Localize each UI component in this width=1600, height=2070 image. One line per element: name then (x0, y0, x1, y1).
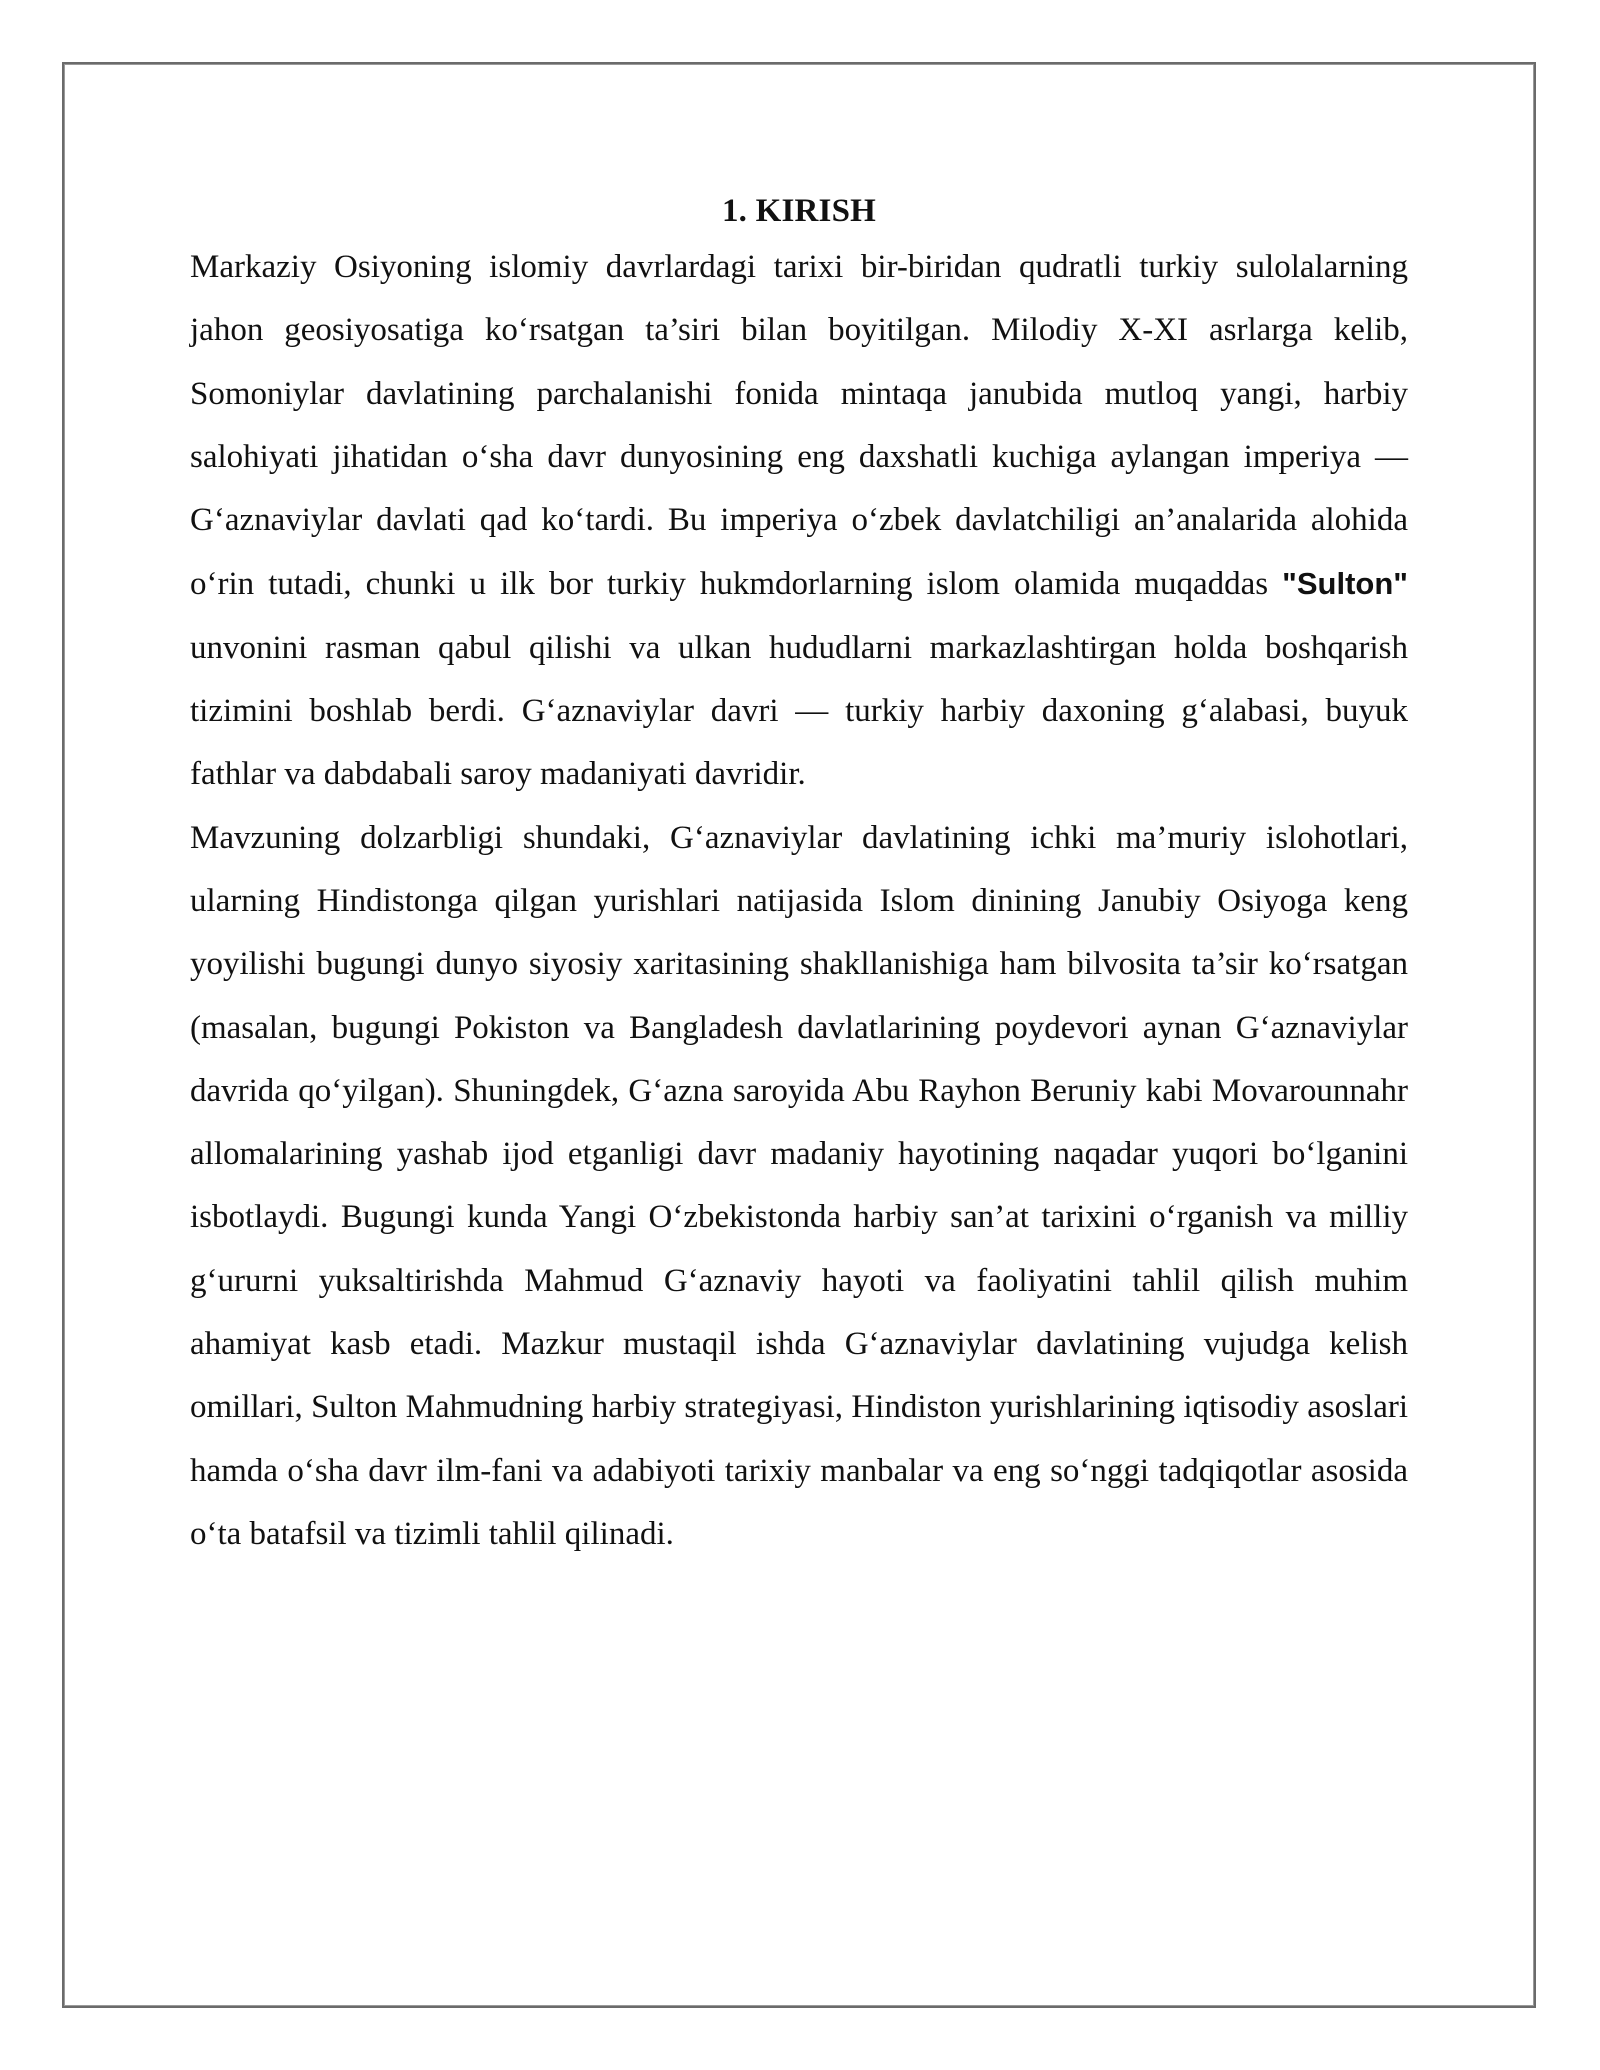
paragraph-intro (190, 236, 1408, 807)
paragraph-relevance: Mavzuning dolzarbligi shundaki, G‘aznaviylar davlatining ichki ma’muriy islohotlari, ularning Hindistonga qilgan yurishlari natijasida Islom dinining Janubiy Osiyoga keng yoyilishi bugungi dunyo siyosiy xaritasining shakllanishiga ham bilvosita ta’sir ko‘rsatgan (masalan, bugungi Pokiston va Bangladesh davlatlarining poydevori aynan G‘aznaviylar davrida qo‘yilgan). Shuningdek, G‘azna saroyida Abu Rayhon Beruniy kabi Movarounnahr allomalarining yashab ijod etganligi davr madaniy hayotining naqadar yuqori bo‘lganini isbotlaydi. Bugungi kunda Yangi O‘zbekistonda harbiy san’at tarixini o‘rganish va milliy g‘ururni yuksaltirishda Mahmud G‘aznaviy hayoti va faoliyatini tahlil qilish muhim ahamiyat kasb etadi. Mazkur mustaqil ishda G‘aznaviylar davlatining vujudga kelish omillari, Sulton Mahmudning harbiy strategiyasi, Hindiston yurishlarining iqtisodiy asoslari hamda o‘sha davr ilm-fani va adabiyoti tarixiy manbalar va eng so‘nggi tadqiqotlar asosida o‘ta batafsil va tizimli tahlil qilinadi. (190, 819, 1408, 1552)
paragraph-intro-text-end: unvonini rasman qabul qilishi va ulkan hududlarni markazlashtirgan holda boshqarish tizimini boshlab berdi. G‘aznaviylar davri — turkiy harbiy daxoning g‘alabasi, buyuk fathlar va dabdabali saroy madaniyati davridir. (190, 629, 1408, 793)
sulton-bold-term: "Sulton" (1282, 566, 1408, 602)
document-body (190, 186, 1408, 1566)
section-heading: 1. KIRISH (721, 193, 876, 229)
paragraph-intro-text-start: Markaziy Osiyoning islomiy davrlardagi tarixi bir-biridan qudratli turkiy sulolalarning jahon geosiyosatiga ko‘rsatgan ta’siri bilan boyitilgan. Milodiy X-XI asrlarga kelib, Somoniylar davlatining parchalanishi fonida mintaqa janubida mutloq yangi, harbiy salohiyati jihatidan o‘sha davr dunyosining eng daxshatli kuchiga aylangan imperiya — G‘aznaviylar davlati qad ko‘tardi. Bu imperiya o‘zbek davlatchiligi an’analarida alohida o‘rin tutadi, chunki u ilk bor turkiy hukmdorlarning islom olamida muqaddas (190, 249, 1408, 603)
